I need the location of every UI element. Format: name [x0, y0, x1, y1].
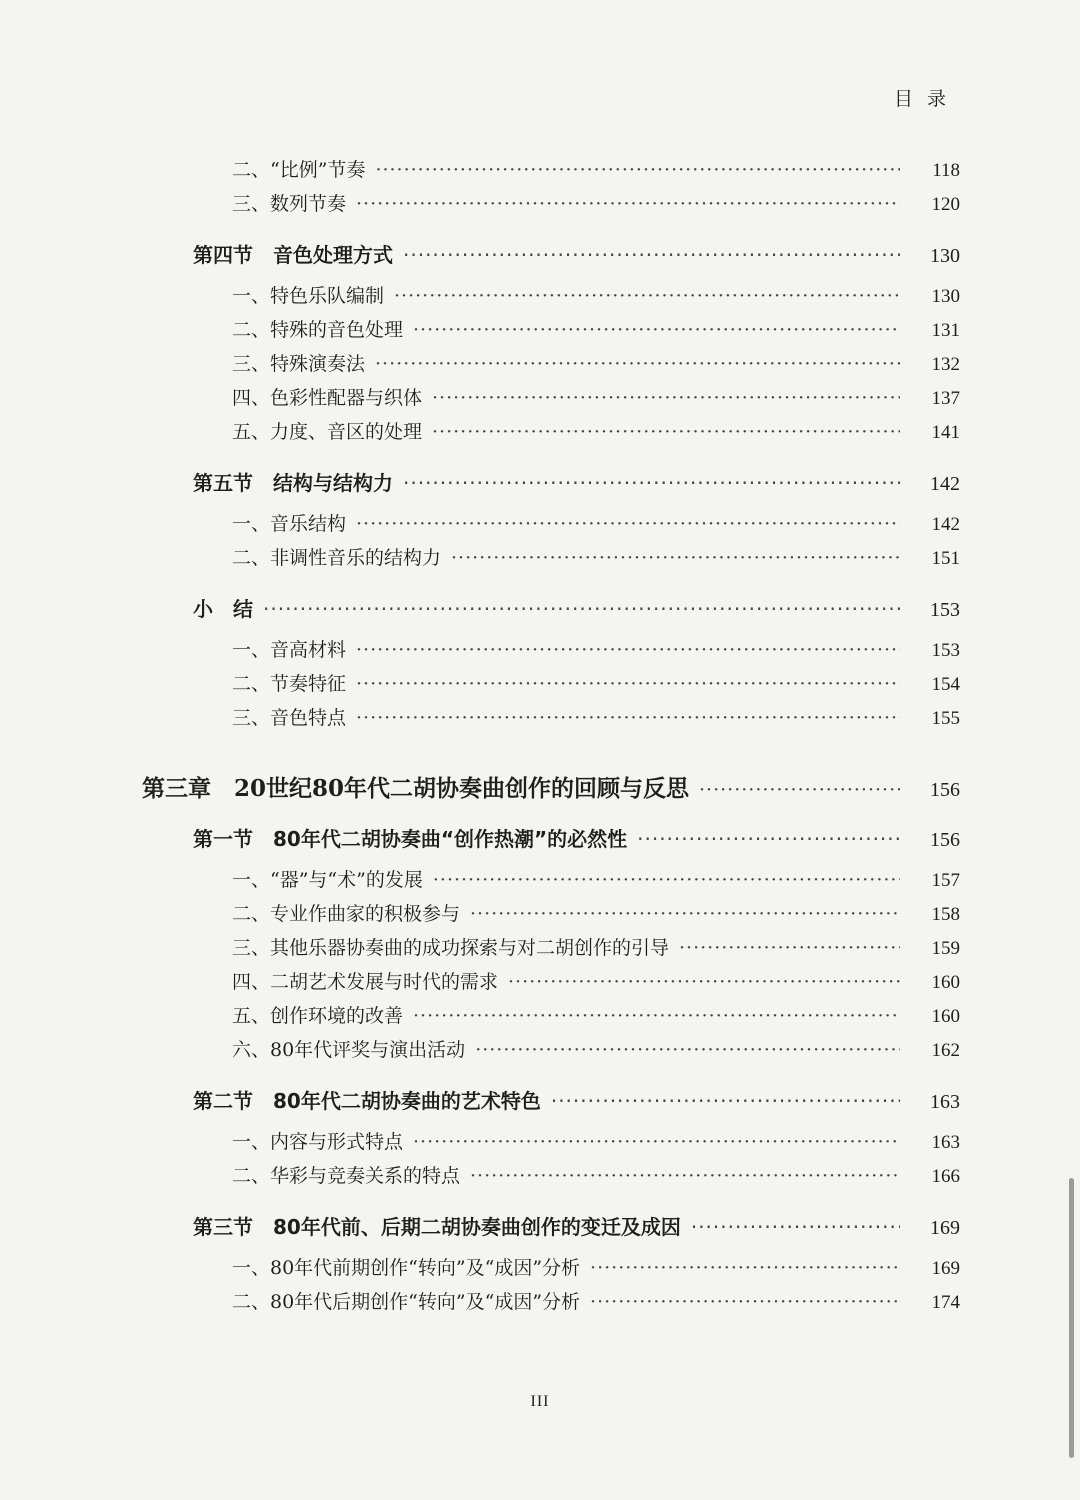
toc-entry-page: 120: [931, 194, 960, 215]
toc-entry[interactable]: [232, 1161, 960, 1188]
leader-dots: [637, 827, 900, 851]
toc-entry-page: 160: [931, 972, 960, 993]
leader-dots: [590, 1257, 900, 1279]
toc-section[interactable]: [193, 593, 960, 622]
toc-chapter-title: 第三章 20世纪80年代二胡协奏曲创作的回顾与反思: [142, 775, 690, 802]
leader-dots: [470, 903, 900, 925]
toc-entry[interactable]: [232, 349, 960, 376]
toc-entry-page: 130: [931, 286, 960, 307]
page-footer-number: III: [530, 1393, 550, 1410]
toc-entry-title: 一、“器”与“术”的发展: [232, 869, 423, 891]
toc-entry-title: 一、内容与形式特点: [232, 1131, 404, 1153]
leader-dots: [413, 1131, 900, 1153]
toc-section-page: 153: [930, 599, 960, 621]
toc-section-page: 142: [930, 473, 960, 495]
toc-entry[interactable]: [232, 383, 960, 410]
toc-entry-page: 160: [931, 1006, 960, 1027]
toc-entry-page: 155: [931, 708, 960, 729]
toc-section[interactable]: [193, 823, 960, 852]
leader-dots: [475, 1039, 900, 1061]
toc-entry-page: 132: [931, 354, 960, 375]
toc-section[interactable]: [193, 1211, 960, 1240]
toc-entry-title: 三、数列节奏: [232, 193, 347, 215]
toc-entry[interactable]: [232, 1287, 960, 1314]
toc-chapter[interactable]: [142, 770, 960, 803]
toc-entry-page: 118: [932, 160, 960, 181]
toc-entry-title: 三、音色特点: [232, 707, 347, 729]
toc-chapter-page: 156: [930, 779, 960, 801]
toc-entry[interactable]: [232, 509, 960, 536]
toc-entry[interactable]: [232, 1035, 960, 1062]
running-header: 目录: [893, 88, 960, 110]
toc-entry-title: 二、80年代后期创作“转向”及“成因”分析: [232, 1291, 581, 1313]
leader-dots: [590, 1291, 900, 1313]
leader-dots: [551, 1089, 900, 1113]
leader-dots: [508, 971, 900, 993]
toc-entry[interactable]: [232, 543, 960, 570]
toc-entry-title: 二、非调性音乐的结构力: [232, 547, 442, 569]
toc-entry[interactable]: [232, 865, 960, 892]
toc-entry-title: 四、二胡艺术发展与时代的需求: [232, 971, 499, 993]
toc-entry-title: 一、特色乐队编制: [232, 285, 385, 307]
toc-entry-page: 131: [931, 320, 960, 341]
toc-entry[interactable]: [232, 967, 960, 994]
toc-section-title: 第五节 结构与结构力: [193, 471, 393, 495]
toc-section-page: 156: [930, 829, 960, 851]
toc-section-title: 小 结: [193, 597, 253, 621]
leader-dots: [403, 471, 900, 495]
toc-entry-title: 二、华彩与竞奏关系的特点: [232, 1165, 461, 1187]
toc-section-title: 第四节 音色处理方式: [193, 243, 393, 267]
leader-dots: [356, 513, 900, 535]
toc-entry-title: 二、特殊的音色处理: [232, 319, 404, 341]
toc-entry-page: 141: [931, 422, 960, 443]
leader-dots: [356, 639, 900, 661]
toc-entry-title: 三、其他乐器协奏曲的成功探索与对二胡创作的引导: [232, 937, 670, 959]
toc-entry[interactable]: [232, 635, 960, 662]
toc-entry-title: 三、特殊演奏法: [232, 353, 366, 375]
toc-entry[interactable]: [232, 417, 960, 444]
leader-dots: [679, 937, 900, 959]
scrollbar[interactable]: [1069, 1178, 1074, 1458]
toc-entry[interactable]: [232, 1001, 960, 1028]
toc-section-title: 第三节 80年代前、后期二胡协奏曲创作的变迁及成因: [193, 1215, 681, 1239]
toc-entry-page: 151: [931, 548, 960, 569]
leader-dots: [356, 193, 900, 215]
toc-entry[interactable]: [232, 933, 960, 960]
toc-section-page: 163: [930, 1091, 960, 1113]
toc-section-title: 第一节 80年代二胡协奏曲“创作热潮”的必然性: [193, 827, 628, 851]
toc-entry-page: 162: [931, 1040, 960, 1061]
toc-entry-page: 154: [931, 674, 960, 695]
toc-entry[interactable]: [232, 1127, 960, 1154]
toc-entry[interactable]: [232, 703, 960, 730]
toc-entry-title: 二、节奏特征: [232, 673, 347, 695]
toc-entry-title: 一、音乐结构: [232, 513, 347, 535]
leader-dots: [356, 707, 900, 729]
leader-dots: [375, 159, 900, 181]
toc-section-page: 130: [930, 245, 960, 267]
toc-section-page: 169: [930, 1217, 960, 1239]
leader-dots: [375, 353, 900, 375]
leader-dots: [699, 779, 900, 801]
leader-dots: [691, 1215, 900, 1239]
toc-entry[interactable]: [232, 669, 960, 696]
toc-entry-title: 一、音高材料: [232, 639, 347, 661]
leader-dots: [432, 387, 900, 409]
toc-entry-page: 137: [931, 388, 960, 409]
toc-entry-title: 六、80年代评奖与演出活动: [232, 1039, 466, 1061]
toc-section-title: 第二节 80年代二胡协奏曲的艺术特色: [193, 1089, 541, 1113]
toc-entry-page: 153: [931, 640, 960, 661]
toc-entry[interactable]: [232, 155, 960, 182]
toc-entry[interactable]: [232, 899, 960, 926]
toc-section[interactable]: [193, 1085, 960, 1114]
leader-dots: [263, 597, 900, 621]
toc-section[interactable]: [193, 467, 960, 496]
toc-entry-page: 159: [931, 938, 960, 959]
leader-dots: [432, 421, 900, 443]
toc-entry-page: 142: [931, 514, 960, 535]
toc-entry[interactable]: [232, 189, 960, 216]
leader-dots: [413, 1005, 900, 1027]
toc-entry-page: 163: [931, 1132, 960, 1153]
leader-dots: [356, 673, 900, 695]
leader-dots: [470, 1165, 900, 1187]
toc-entry-title: 五、创作环境的改善: [232, 1005, 404, 1027]
toc-entry-title: 四、色彩性配器与织体: [232, 387, 423, 409]
toc-entry-title: 二、“比例”节奏: [232, 159, 366, 181]
toc-entry-page: 169: [931, 1258, 960, 1279]
toc-entry-page: 166: [931, 1166, 960, 1187]
toc-entry[interactable]: [232, 281, 960, 308]
toc-entry[interactable]: [232, 315, 960, 342]
toc-entry-title: 一、80年代前期创作“转向”及“成因”分析: [232, 1257, 581, 1279]
toc-entry-title: 五、力度、音区的处理: [232, 421, 423, 443]
leader-dots: [403, 243, 900, 267]
toc-entry-page: 158: [931, 904, 960, 925]
toc-entry-page: 174: [931, 1292, 960, 1313]
toc-entry[interactable]: [232, 1253, 960, 1280]
toc-entry-title: 二、专业作曲家的积极参与: [232, 903, 461, 925]
toc-entry-page: 157: [931, 870, 960, 891]
leader-dots: [413, 319, 900, 341]
leader-dots: [451, 547, 900, 569]
leader-dots: [433, 869, 900, 891]
toc-section[interactable]: [193, 239, 960, 268]
leader-dots: [394, 285, 900, 307]
